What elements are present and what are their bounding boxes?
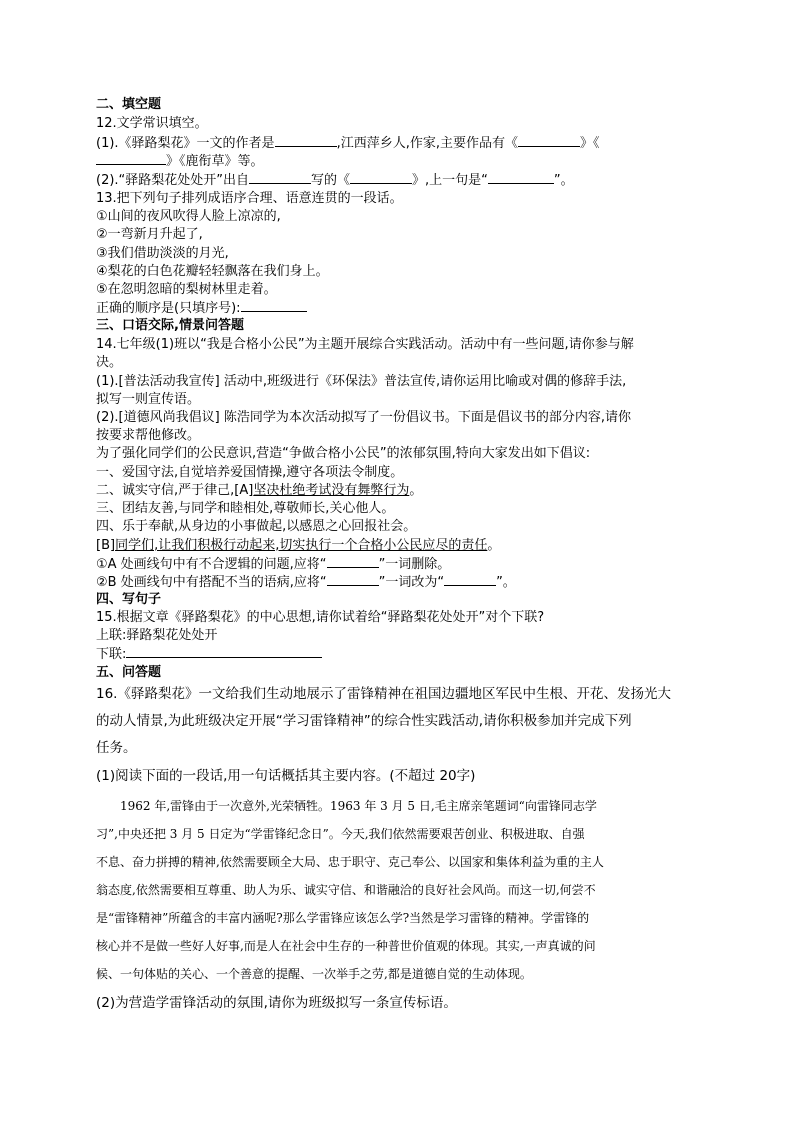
q14-part2: 按要求帮他修改。 <box>96 428 201 443</box>
proposal-text: [B] <box>96 538 116 553</box>
q14-part2: (2).[道德风尚我倡议] 陈浩同学为本次活动拟写了一份倡议书。下面是倡议书的部分内容,请你 <box>96 410 631 425</box>
q13-item: ①山间的夜风吹得人脸上凉凉的, <box>96 209 281 224</box>
q12-text: 》,上一句是“ <box>412 173 488 188</box>
q15-stem: 15.根据文章《驿路梨花》的中心思想,请你试着给“驿路梨花处处开”对个下联? <box>96 610 545 625</box>
q12-line2 <box>96 152 706 171</box>
reading-passage-line: 习”,中央还把 3 月 5 日定为“学雷锋纪念日”。今天,我们依然需要艰苦创业、积极进取、自强 <box>96 827 585 841</box>
q16-sub1: (1)阅读下面的一段话,用一句话概括其主要内容。(不超过 20字) <box>96 768 476 784</box>
answer-blank[interactable] <box>275 134 337 147</box>
q12-text: (1).《驿路梨花》一文的作者是 <box>96 136 275 151</box>
q16-stem: 16.《驿路梨花》一文给我们生动地展示了雷锋精神在祖国边疆地区军民中生根、开花、发扬光大 <box>96 686 671 702</box>
answer-blank[interactable] <box>327 573 379 586</box>
q14-answer-b <box>96 573 706 592</box>
proposal-item: 一、爱国守法,自觉培养爱国情操,遵守各项法令制度。 <box>96 465 404 480</box>
q14-answer-a <box>96 555 706 574</box>
q16-sub2: (2)为营造学雷锋活动的氛围,请你为班级拟写一条宣传标语。 <box>96 995 457 1011</box>
q12-text: 写的《 <box>311 173 351 188</box>
underlined-sentence-b: 同学们,让我们积极行动起来,切实执行一个合格小公民应尽的责任 <box>115 538 488 553</box>
q14-part1: 拟写一则宣传语。 <box>96 392 201 407</box>
proposal-item <box>96 537 706 555</box>
q12-text: ,江西萍乡人,作家,主要作品有《 <box>336 136 518 151</box>
proposal-text: 。 <box>487 538 501 553</box>
q13-answer <box>96 299 706 318</box>
q12-text: ”。 <box>553 173 574 188</box>
proposal-item: 四、乐于奉献,从身边的小事做起,以感恩之心回报社会。 <box>96 519 417 534</box>
q13-stem: 13.把下列句子排列成语序合理、语意连贯的一段话。 <box>96 191 403 206</box>
reading-passage-line: 1962 年,雷锋由于一次意外,光荣牺牲。1963 年 3 月 5 日,毛主席亲笔题词“向雷锋同志学 <box>96 799 597 813</box>
answer-blank[interactable] <box>444 573 496 586</box>
q13-item: ③我们借助淡淡的月光, <box>96 246 229 261</box>
q14-text: ”一词改为“ <box>378 575 445 590</box>
q12-stem: 12.文学常识填空。 <box>96 116 208 131</box>
q14-text: ②B 处画线句中有搭配不当的语病,应将“ <box>96 575 327 590</box>
q12-text: 》《 <box>579 136 600 151</box>
q12-text: (2).“驿路梨花处处开”出自 <box>96 173 250 188</box>
answer-blank[interactable] <box>327 555 379 568</box>
q13-item: ②一弯新月升起了, <box>96 227 203 242</box>
proposal-text: 。 <box>409 483 423 498</box>
q14-stem: 14.七年级(1)班以“我是合格小公民”为主题开展综合实践活动。活动中有一些问题,请你参与解 <box>96 337 634 352</box>
answer-blank[interactable] <box>241 299 307 312</box>
q14-stem: 决。 <box>96 355 123 370</box>
q14-text: ”。 <box>496 575 516 590</box>
proposal-text: 二、诚实守信,严于律己,[A] <box>96 483 254 498</box>
reading-passage-line: 核心并不是做一些好人好事,而是人在社会中生存的一种普世价值观的体现。其实,一声真诚的问 <box>96 939 596 953</box>
reading-passage-line: 翁态度,依然需要相互尊重、助人为乐、诚实守信、和谐融洽的良好社会风尚。而这一切,何尝不 <box>96 883 596 897</box>
q15-lower <box>96 645 706 664</box>
reading-passage-line: 是“雷锋精神”所蕴含的丰富内涵呢?那么学雷锋应该怎么学?当然是学习雷锋的精神。学雷锋的 <box>96 911 590 925</box>
section-2-heading: 二、填空题 <box>96 97 162 112</box>
underlined-sentence-a: 坚决杜绝考试没有舞弊行为 <box>253 483 410 498</box>
q15-lower-label: 下联: <box>96 647 127 662</box>
proposal-item <box>96 482 706 500</box>
q12-line1 <box>96 134 706 153</box>
answer-blank[interactable] <box>488 171 554 184</box>
q16-stem: 任务。 <box>96 740 137 756</box>
proposal-item: 三、团结友善,与同学和睦相处,尊敬师长,关心他人。 <box>96 501 395 516</box>
proposal-intro: 为了强化同学们的公民意识,营造“争做合格小公民”的浓郁氛围,特向大家发出如下倡议: <box>96 446 591 461</box>
section-3-heading: 三、口语交际,情景问答题 <box>96 318 244 333</box>
reading-passage-line: 不息、奋力拼搏的精神,依然需要顾全大局、忠于职守、克己奉公、以国家和集体利益为重的主人 <box>96 855 604 869</box>
answer-blank[interactable] <box>126 645 322 658</box>
q12-line3 <box>96 171 706 190</box>
answer-blank[interactable] <box>518 134 580 147</box>
section-5-heading: 五、问答题 <box>96 665 162 680</box>
q13-answer-label: 正确的顺序是(只填序号): <box>96 301 241 316</box>
reading-passage-line: 候、一句体贴的关心、一个善意的提醒、一次举手之劳,都是道德自觉的生动体现。 <box>96 967 532 981</box>
q14-part1: (1).[普法活动我宣传] 活动中,班级进行《环保法》普法宣传,请你运用比喻或对偶的修辞手法, <box>96 374 627 389</box>
q16-stem: 的动人情景,为此班级决定开展“学习雷锋精神”的综合性实践活动,请你积极参加并完成下列 <box>96 713 632 729</box>
q13-item: ④梨花的白色花瓣轻轻飘落在我们身上。 <box>96 264 329 279</box>
q13-item: ⑤在忽明忽暗的梨树林里走着。 <box>96 282 277 297</box>
answer-blank[interactable] <box>96 152 166 165</box>
q15-upper: 上联:驿路梨花处处开 <box>96 628 218 643</box>
q12-text: 》《鹿衔草》等。 <box>166 154 264 169</box>
answer-blank[interactable] <box>350 171 412 184</box>
section-4-heading: 四、写句子 <box>96 592 162 607</box>
q14-text: ①A 处画线句中有不合逻辑的问题,应将“ <box>96 557 327 572</box>
answer-blank[interactable] <box>249 171 311 184</box>
q14-text: ”一词删除。 <box>378 557 451 572</box>
